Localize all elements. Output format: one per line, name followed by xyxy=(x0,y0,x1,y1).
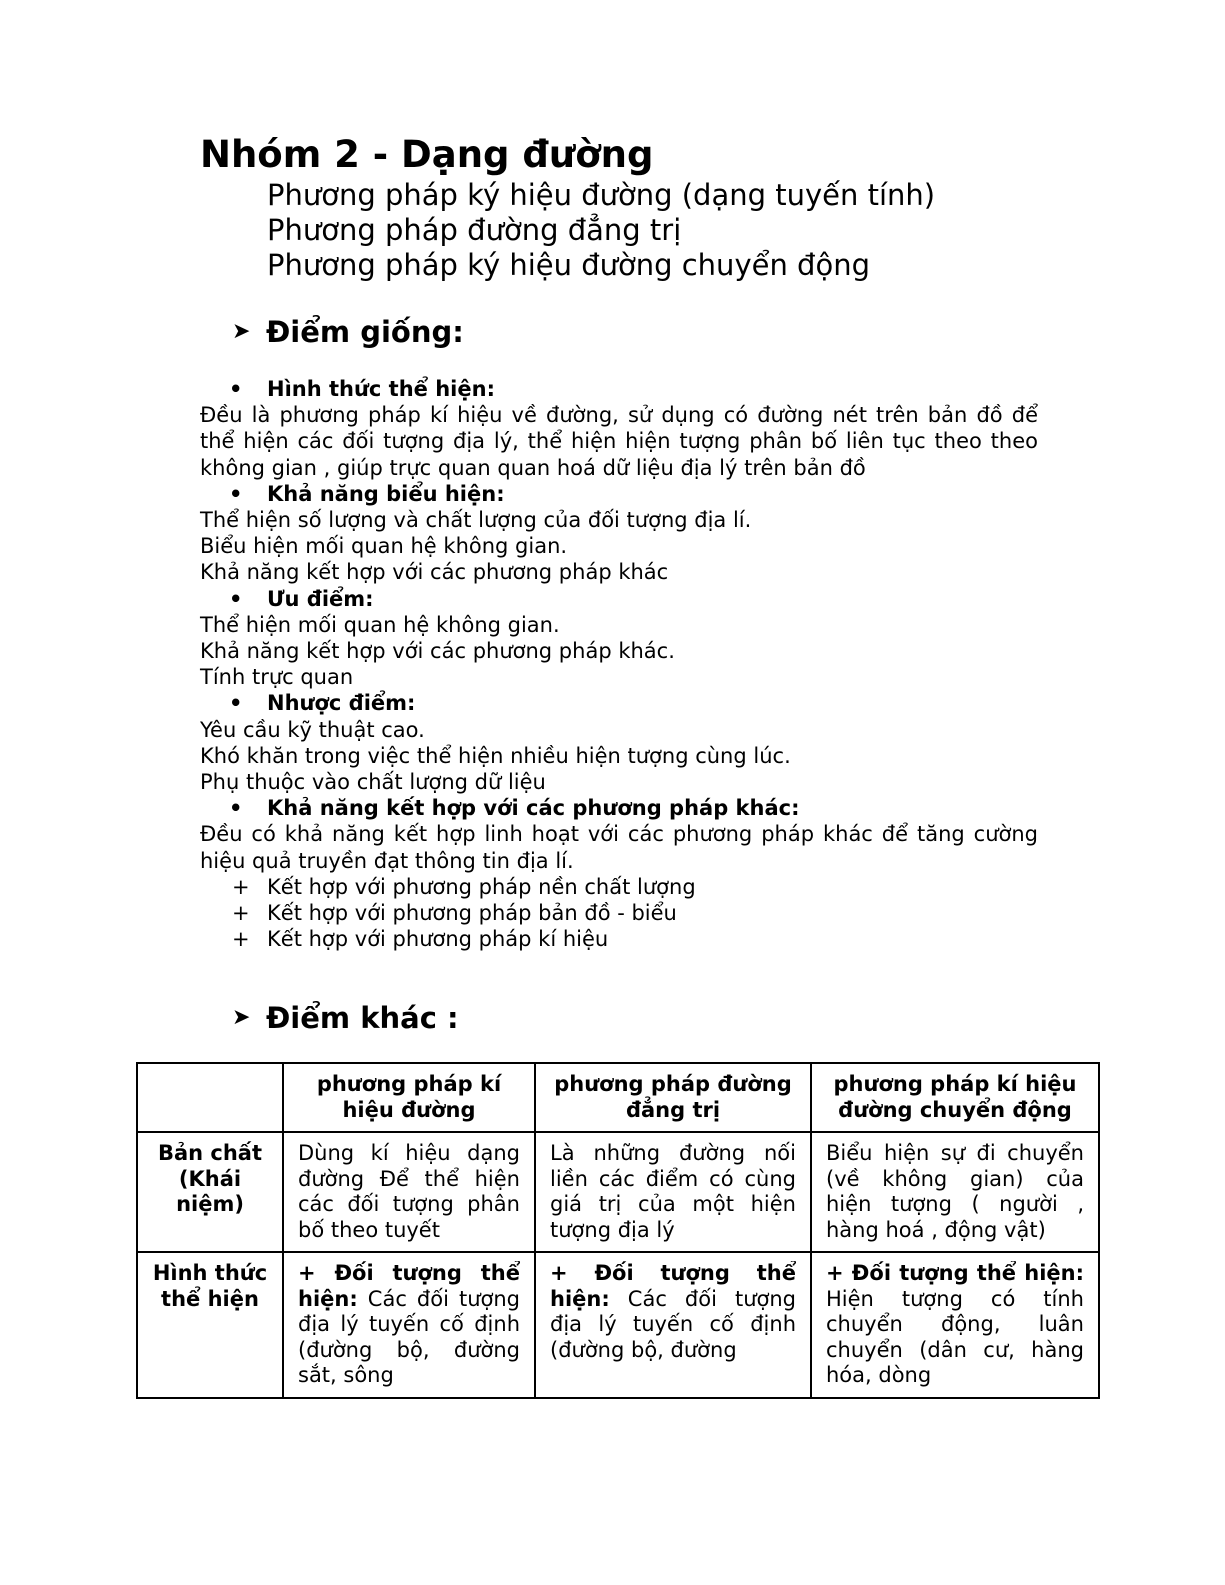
comparison-table xyxy=(136,1062,1100,1399)
section-similar-heading xyxy=(232,312,464,352)
cell-text: Các đối tượng địa lý tuyến cố định (đường bộ, đường xyxy=(550,1286,796,1362)
cons-line: Yêu cầu kỹ thuật cao. xyxy=(200,717,425,742)
bullet-pros-label: • Ưu điểm: xyxy=(200,586,1038,612)
section-different-title: Điểm khác : xyxy=(266,1001,459,1035)
table-cell xyxy=(283,1252,535,1398)
table-row xyxy=(137,1252,1099,1398)
similar-content xyxy=(200,376,1038,952)
arrow-bullet-icon: ➤ xyxy=(232,1005,251,1030)
row-label: Bản chất (Khái niệm) xyxy=(137,1132,283,1252)
table-header-cell: phương pháp kí hiệu đường xyxy=(283,1063,535,1132)
table-header-cell: phương pháp kí hiệu đường chuyển động xyxy=(811,1063,1099,1132)
cons-line: Phụ thuộc vào chất lượng dữ liệu xyxy=(200,770,546,795)
method-item: Phương pháp ký hiệu đường (dạng tuyến tính) xyxy=(267,178,936,212)
arrow-bullet-icon: ➤ xyxy=(232,319,251,344)
combine-item: + Kết hợp với phương pháp bản đồ - biểu xyxy=(200,900,1038,926)
cell-lead: + Đối tượng thể hiện: xyxy=(298,1261,520,1311)
table-cell: Biểu hiện sự đi chuyển (về không gian) của hiện tượng ( người , hàng hoá , động vật) xyxy=(811,1132,1099,1252)
table-cell: Là những đường nối liền các điểm có cùng giá trị của một hiện tượng địa lý xyxy=(535,1132,811,1252)
row-label: Hình thức thể hiện xyxy=(137,1252,283,1398)
ability-line: Biểu hiện mối quan hệ không gian. xyxy=(200,534,568,559)
bullet-combine-label: • Khả năng kết hợp với các phương pháp khác: xyxy=(200,795,1038,821)
bullet-ability-label: • Khả năng biểu hiện: xyxy=(200,481,1038,507)
page-title: Nhóm 2 - Dạng đường xyxy=(200,133,654,176)
table-cell xyxy=(535,1252,811,1398)
table-header-row xyxy=(137,1063,1099,1132)
bullet-form-label: • Hình thức thể hiện: xyxy=(200,376,1038,402)
cons-line: Khó khăn trong việc thể hiện nhiều hiện tượng cùng lúc. xyxy=(200,743,791,768)
cell-text: Hiện tượng có tính chuyển động, luân chuyển (dân cư, hàng hóa, dòng xyxy=(826,1286,1084,1387)
table-header-cell: phương pháp đường đẳng trị xyxy=(535,1063,811,1132)
ability-line: Khả năng kết hợp với các phương pháp khác xyxy=(200,560,669,585)
method-item: Phương pháp ký hiệu đường chuyển động xyxy=(267,248,870,282)
table-cell: Dùng kí hiệu dạng đường Để thể hiện các đối tượng phân bố theo tuyết xyxy=(283,1132,535,1252)
combine-item: + Kết hợp với phương pháp nền chất lượng xyxy=(200,874,1038,900)
ability-line: Thể hiện số lượng và chất lượng của đối tượng địa lí. xyxy=(200,508,752,533)
cell-text: Các đối tượng địa lý tuyến cố định (đường bộ, đường sắt, sông xyxy=(298,1286,520,1387)
method-list xyxy=(267,178,935,283)
section-different-heading xyxy=(232,998,459,1038)
form-paragraph: Đều là phương pháp kí hiệu về đường, sử dụng có đường nét trên bản đồ để thể hiện các đối tượng địa lý, thể hiện hiện tượng phân bố liên tục theo theo không gian , giúp trực quan quan hoá dữ liệu địa lý trên bản đồ xyxy=(200,403,1038,480)
table-header-cell xyxy=(137,1063,283,1132)
cell-lead: + Đối tượng thể hiện: xyxy=(826,1261,1084,1285)
cell-lead: + Đối tượng thể hiện: xyxy=(550,1261,796,1311)
table-row xyxy=(137,1132,1099,1252)
combine-paragraph: Đều có khả năng kết hợp linh hoạt với các phương pháp khác để tăng cường hiệu quả truyền đạt thông tin địa lí. xyxy=(200,822,1038,873)
bullet-cons-label: • Nhược điểm: xyxy=(200,690,1038,716)
pros-line: Khả năng kết hợp với các phương pháp khác. xyxy=(200,639,675,664)
method-item: Phương pháp đường đẳng trị xyxy=(267,213,682,247)
table-cell xyxy=(811,1252,1099,1398)
section-similar-title: Điểm giống: xyxy=(266,315,464,349)
pros-line: Tính trực quan xyxy=(200,665,354,690)
combine-item: + Kết hợp với phương pháp kí hiệu xyxy=(200,926,1038,952)
pros-line: Thể hiện mối quan hệ không gian. xyxy=(200,612,560,637)
